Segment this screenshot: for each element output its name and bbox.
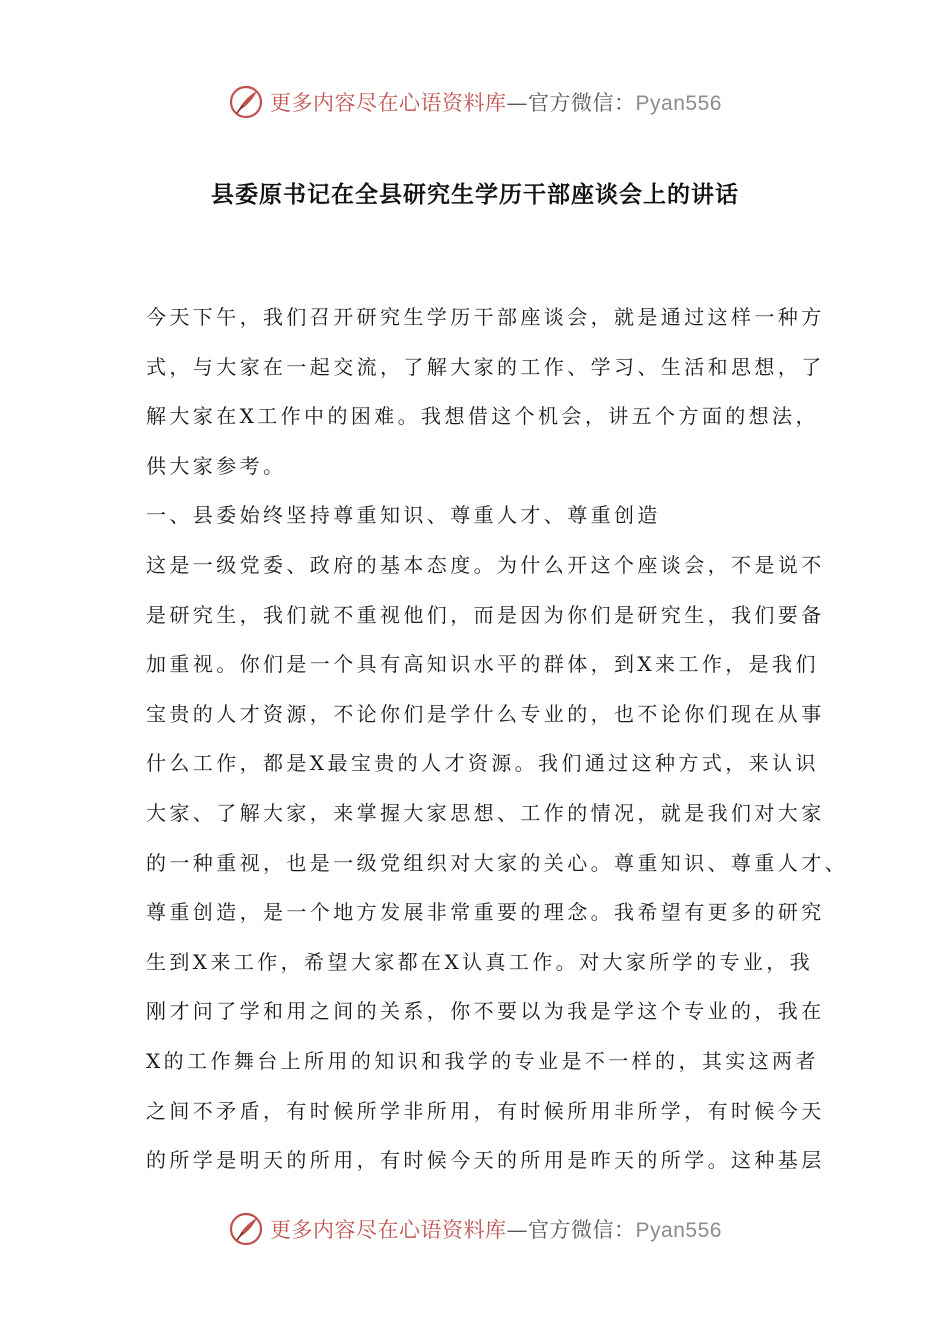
- body-line: 生到X来工作，希望大家都在X认真工作。对大家所学的专业，我: [146, 949, 814, 974]
- body-line: X的工作舞台上所用的知识和我学的专业是不一样的，其实这两者: [146, 1048, 819, 1073]
- watermark-site: 更多内容尽在心语资料库: [270, 1218, 507, 1242]
- watermark-wechat-label: 官方微信：: [528, 91, 636, 115]
- body-line: 尊重创造，是一个地方发展非常重要的理念。我希望有更多的研究: [146, 900, 825, 925]
- watermark-wechat-id: Pyan556: [635, 1219, 722, 1242]
- body-line: 这是一级党委、政府的基本态度。为什么开这个座谈会，不是说不: [146, 552, 825, 577]
- body-line: 宝贵的人才资源，不论你们是学什么专业的，也不论你们现在从事: [146, 701, 825, 726]
- body-line: 今天下午，我们召开研究生学历干部座谈会，就是通过这样一种方: [146, 305, 825, 329]
- watermark-wechat-label: 官方微信：: [528, 1218, 636, 1242]
- body-line: 的一种重视，也是一级党组织对大家的关心。尊重知识、尊重人才、: [146, 850, 848, 875]
- body-line: 刚才问了学和用之间的关系，你不要以为我是学这个专业的，我在: [146, 999, 825, 1024]
- watermark-separator: —: [506, 91, 529, 115]
- watermark-wechat-id: Pyan556: [635, 92, 722, 115]
- body-line: 供大家参考。: [146, 453, 287, 478]
- body-line: 是研究生，我们就不重视他们，而是因为你们是研究生，我们要备: [146, 602, 825, 627]
- watermark-banner-bottom: [0, 1207, 950, 1251]
- section-heading: 一、县委始终坚持尊重知识、尊重人才、尊重创造: [146, 503, 661, 528]
- watermark-banner-top: [0, 80, 950, 124]
- watermark-separator: —: [506, 1218, 529, 1242]
- body-line: 解大家在X工作中的困难。我想借这个机会，讲五个方面的想法，: [146, 404, 819, 429]
- body-line: 什么工作，都是X最宝贵的人才资源。我们通过这种方式，来认识: [146, 751, 819, 776]
- body-line: 的所学是明天的所用，有时候今天的所用是昨天的所学。这种基层: [146, 1148, 825, 1173]
- body-line: 大家、了解大家，来掌握大家思想、工作的情况，就是我们对大家: [146, 800, 825, 825]
- body-line: 之间不矛盾，有时候所学非所用，有时候所用非所学，有时候今天: [146, 1098, 825, 1123]
- document-title: 县委原书记在全县研究生学历干部座谈会上的讲话: [211, 181, 739, 208]
- watermark-text: [270, 1214, 722, 1244]
- body-line: 加重视。你们是一个具有高知识水平的群体，到X来工作，是我们: [146, 652, 819, 677]
- quill-logo-icon: [228, 1211, 264, 1247]
- quill-logo-icon: [228, 84, 264, 120]
- document-body: [146, 293, 848, 1186]
- watermark-text: [270, 87, 722, 117]
- watermark-site: 更多内容尽在心语资料库: [270, 91, 507, 115]
- body-line: 式，与大家在一起交流，了解大家的工作、学习、生活和思想，了: [146, 354, 825, 379]
